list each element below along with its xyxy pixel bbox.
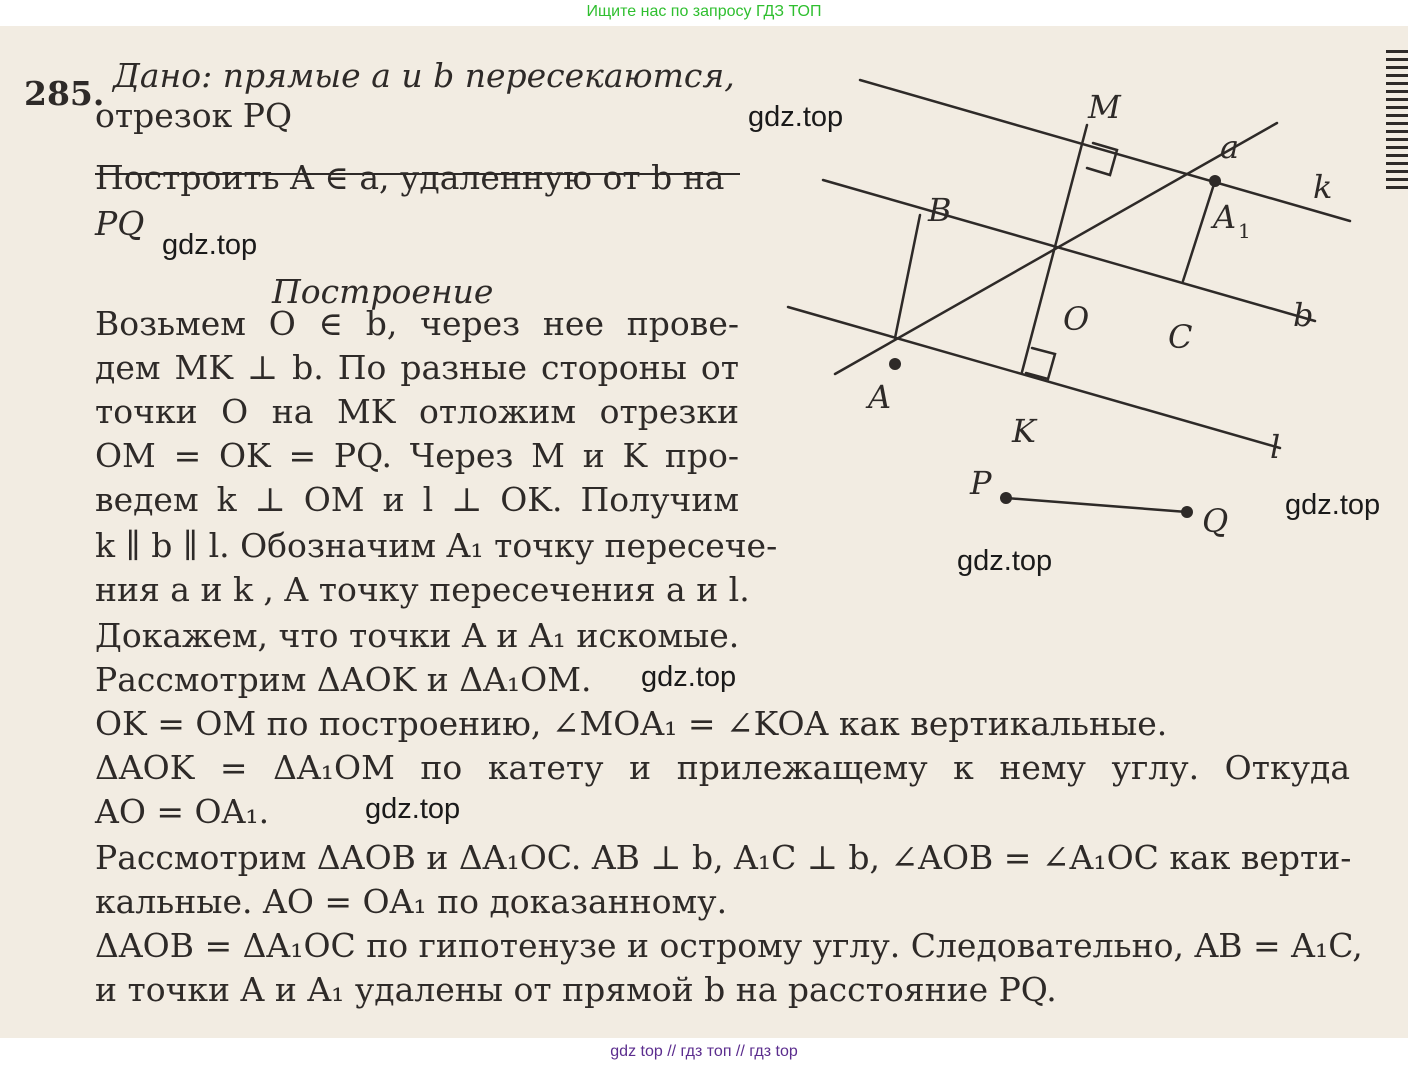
segment-pq — [1006, 498, 1187, 512]
segment-a1c — [1183, 181, 1215, 281]
text-line: OK = OM по построению, ∠MOA₁ = ∠KOA как вертикальные. — [95, 704, 1168, 743]
watermark: gdz.top — [162, 229, 258, 261]
label-k-line: k — [1313, 168, 1333, 206]
text-line: ΔAOB = ΔA₁OC по гипотенузе и острому углу. Следовательно, AB = A₁C, — [95, 926, 1363, 965]
watermark: gdz.top — [748, 101, 844, 133]
text-line: Докажем, что точки A и A₁ искомые. — [95, 616, 740, 655]
section-heading: Построение — [272, 272, 494, 311]
label-l-line: l — [1270, 428, 1281, 466]
construction-figure — [760, 66, 1380, 546]
watermark: gdz.top — [641, 661, 737, 693]
label-m: M — [1088, 88, 1121, 126]
label-c: C — [1168, 318, 1193, 356]
text-line: и точки A и A₁ удалены от прямой b на расстояние PQ. — [95, 970, 1057, 1009]
right-angle-mark-k — [1026, 348, 1055, 379]
text-line: Рассмотрим ΔAOB и ΔA₁OC. AB ⊥ b, A₁C ⊥ b, ∠AOB = ∠A₁OC как верти- — [95, 838, 1352, 877]
label-b-point: B — [928, 191, 952, 229]
label-q: Q — [1202, 502, 1229, 540]
text-line: AO = OA₁. — [95, 792, 270, 831]
given-line-2: отрезок PQ — [95, 96, 293, 135]
given-line-1: Дано: прямые a и b пересекаются, — [113, 56, 735, 95]
watermark: gdz.top — [1285, 489, 1381, 521]
footer-links[interactable]: gdz top // гдз топ // гдз top — [610, 1043, 798, 1060]
problem-number: 285. — [24, 74, 105, 113]
label-o: O — [1063, 300, 1090, 338]
point-q — [1181, 506, 1193, 518]
text-line: OM = OK = PQ. Через M и K про- — [95, 436, 739, 475]
point-a — [889, 358, 901, 370]
label-a1: A — [1213, 198, 1237, 236]
text-line: дем MK ⊥ b. По разные стороны от — [95, 348, 739, 387]
text-line: ведем k ⊥ OM и l ⊥ OK. Получим — [95, 480, 739, 519]
text-line: ния a и k , A точку пересечения a и l. — [95, 570, 750, 609]
label-a-point: A — [868, 378, 892, 416]
line-a — [835, 123, 1277, 374]
text-line: точки O на MK отложим отрезки — [95, 392, 739, 431]
construct-line-2: PQ — [95, 204, 145, 243]
text-line: Возьмем O ∈ b, через нее прове- — [95, 304, 739, 343]
point-p — [1000, 492, 1012, 504]
text-line: ΔAOK = ΔA₁OM по катету и прилежащему к нему углу. Откуда — [95, 748, 1350, 787]
label-b-line: b — [1293, 296, 1314, 334]
label-a1-subscript: 1 — [1238, 219, 1251, 243]
label-p: P — [970, 464, 992, 502]
label-k-point: K — [1012, 412, 1036, 450]
text-line: кальные. AO = OA₁ по доказанному. — [95, 882, 728, 921]
watermark: gdz.top — [365, 793, 461, 825]
label-a-line: a — [1220, 128, 1240, 166]
text-line: k ∥ b ∥ l. Обозначим A₁ точку пересече- — [95, 526, 778, 565]
watermark: gdz.top — [957, 545, 1053, 577]
construct-line-1: Построить A ∈ a, удаленную от b на — [95, 158, 725, 197]
text-line: Рассмотрим ΔAOK и ΔA₁OM. — [95, 660, 592, 699]
point-a1 — [1209, 175, 1221, 187]
segment-ab — [895, 215, 920, 338]
textbook-page — [0, 26, 1408, 1038]
top-banner: Ищите нас по запросу ГДЗ ТОП — [586, 3, 822, 20]
page-edge-marks — [1386, 50, 1408, 190]
